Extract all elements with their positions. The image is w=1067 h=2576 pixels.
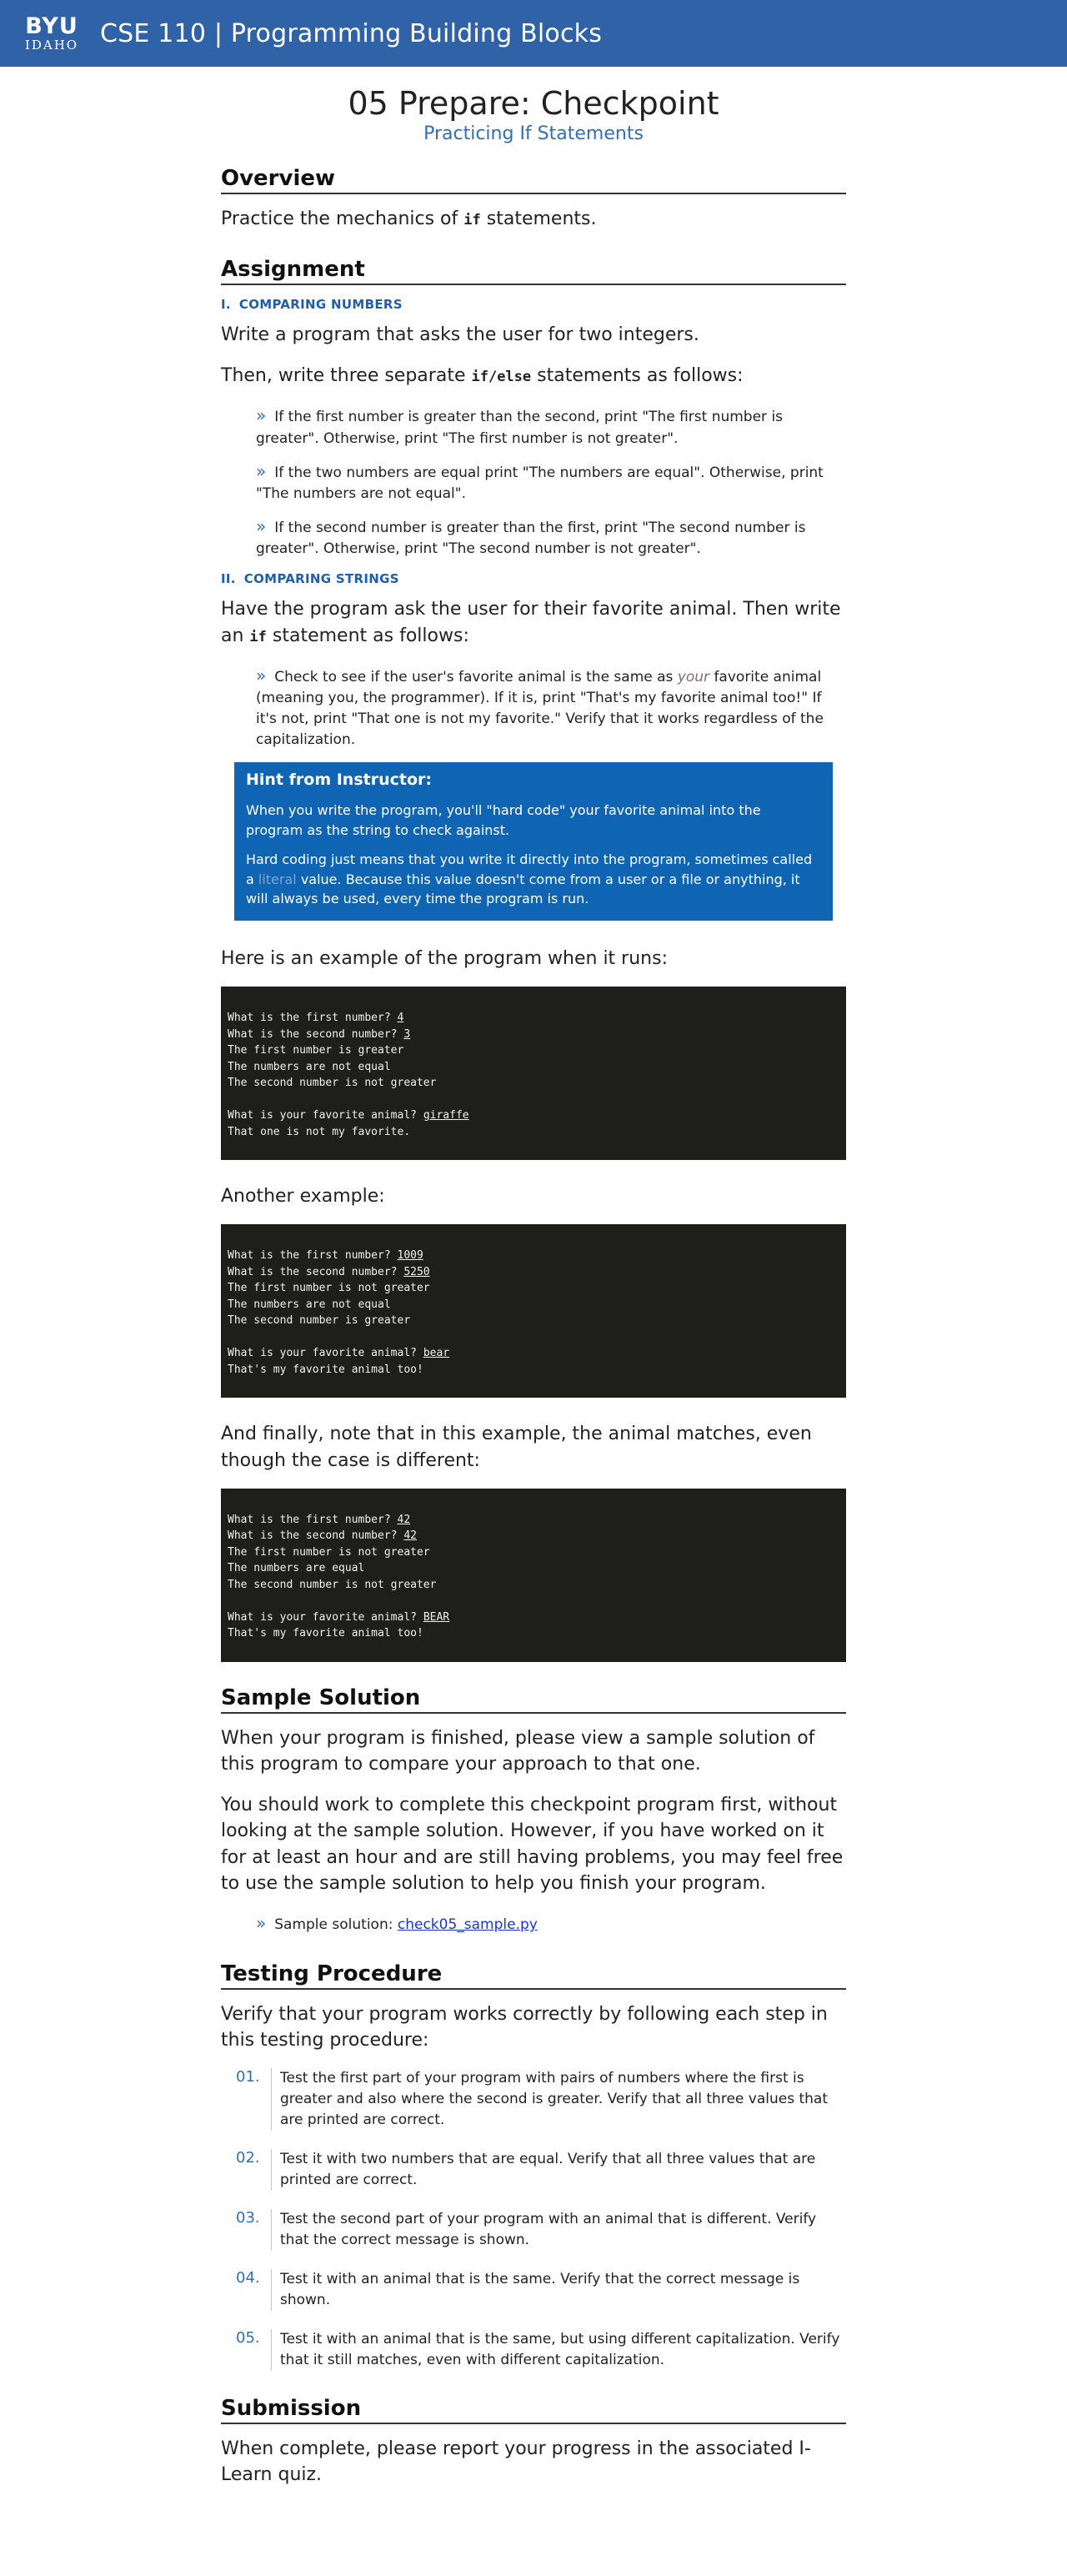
chevron-right-icon: »	[256, 460, 267, 481]
step-number: 03.	[236, 2208, 260, 2227]
list-item	[236, 2209, 846, 2251]
console-user-input: 1009	[397, 1249, 423, 1263]
site-title[interactable]: CSE 110 | Programming Building Blocks	[100, 18, 603, 48]
sample-solution-list	[221, 1911, 846, 1936]
list-item	[256, 404, 846, 449]
console-user-input: 3	[403, 1027, 411, 1041]
console-user-input: BEAR	[423, 1610, 450, 1624]
hint-literal-term: literal	[258, 871, 297, 887]
part2-intro-before: Have the program ask the user for their favorite animal. Then write an	[221, 599, 841, 646]
hint-paragraph-2	[246, 850, 819, 909]
page-title: 05 Prepare: Checkpoint	[348, 85, 719, 122]
console-line: The second number is not greater	[228, 1077, 437, 1090]
part1-then-before: Then, write three separate	[221, 365, 472, 387]
sample-solution-section	[221, 1685, 846, 1936]
submission-heading: Submission	[221, 2396, 846, 2424]
bullet-text: If the second number is greater than the first, print "The second number is greater". Otherwise, print "The second number is not greater".	[256, 520, 806, 558]
overview-code: if	[463, 211, 481, 228]
list-item	[256, 515, 846, 560]
console-prompt: What is your favorite animal?	[228, 1610, 423, 1624]
list-item	[236, 2269, 846, 2311]
console-line	[228, 1027, 839, 1043]
console-blank-line	[228, 1593, 839, 1609]
console-line	[228, 1264, 839, 1281]
part2-subhead	[221, 571, 846, 586]
overview-heading: Overview	[221, 166, 846, 194]
step-text: Test it with an animal that is the same. Verify that the correct message is shown.	[271, 2269, 846, 2311]
console-line: The first number is not greater	[228, 1545, 430, 1559]
console-blank-line	[228, 1329, 839, 1346]
console-blank-line	[228, 1092, 839, 1108]
step-number: 02.	[236, 2148, 260, 2167]
step-number: 01.	[236, 2068, 260, 2086]
chevron-right-icon: »	[256, 665, 267, 685]
example3-console	[221, 1489, 846, 1662]
site-header	[0, 0, 1067, 67]
part1-then	[221, 363, 846, 389]
submission-text: When complete, please report your progress in the associated I-Learn quiz.	[221, 2438, 811, 2486]
console-line: That's my favorite animal too!	[228, 1627, 423, 1640]
testing-intro: Verify that your program works correctly by following each step in this testing procedure:	[221, 2003, 828, 2051]
part1-number: I.	[221, 296, 231, 312]
hint-title: Hint from Instructor:	[246, 771, 432, 790]
chevron-right-icon: »	[256, 516, 267, 537]
console-line: The numbers are not equal	[228, 1298, 391, 1311]
console-line: The numbers are not equal	[228, 1060, 391, 1073]
list-item	[256, 1911, 846, 1936]
part1-title: COMPARING NUMBERS	[238, 296, 403, 312]
page-subtitle: Practicing If Statements	[423, 123, 644, 144]
step-text: Test the first part of your program with pairs of numbers where the first is greater and also where the second is greater. Verify that all three values that are printed are correct.	[271, 2068, 846, 2131]
console-prompt: What is the first number?	[228, 1012, 398, 1025]
list-item	[236, 2329, 846, 2371]
testing-steps-list	[221, 2068, 846, 2371]
console-line	[228, 1010, 839, 1027]
logo-bottom-text: IDAHO	[24, 38, 79, 53]
console-line: The first number is greater	[228, 1044, 404, 1057]
hint-paragraph-1: When you write the program, you'll "hard code" your favorite animal into the program as the string to check against.	[246, 802, 761, 838]
console-line: That one is not my favorite.	[228, 1125, 411, 1138]
console-user-input: 5250	[403, 1265, 430, 1278]
part2-intro-after: statement as follows:	[266, 625, 469, 646]
overview-text	[221, 206, 846, 232]
testing-heading: Testing Procedure	[221, 1961, 846, 1990]
console-prompt: What is the second number?	[228, 1529, 404, 1543]
console-line	[228, 1107, 839, 1124]
list-item	[236, 2068, 846, 2131]
step-text: Test the second part of your program with an animal that is different. Verify that the correct message is shown.	[271, 2209, 846, 2251]
example2-console	[221, 1224, 846, 1398]
console-line: That's my favorite animal too!	[228, 1363, 423, 1376]
part2-intro-code: if	[249, 628, 267, 645]
step-number: 05.	[236, 2328, 260, 2347]
console-prompt: What is the second number?	[228, 1265, 404, 1278]
chevron-right-icon: »	[256, 1913, 267, 1934]
console-line: The first number is not greater	[228, 1282, 430, 1295]
part2-bullet-before: Check to see if the user's favorite animal is the same as	[274, 668, 678, 685]
main-content	[221, 67, 846, 2488]
console-user-input: 42	[403, 1529, 417, 1543]
hint-p2-before: Hard coding just means that you write it directly into the program, sometimes called a	[246, 851, 813, 887]
part2-number: II.	[221, 571, 236, 587]
part1-then-after: statements as follows:	[531, 365, 744, 387]
part2-bullet-after: favorite animal (meaning you, the programmer). If it is, print "That's my favorite animal too!" If it's not, print "That one is not my favorite." Verify that it works regardless of the capitalization.	[256, 668, 824, 749]
console-prompt: What is your favorite animal?	[228, 1109, 423, 1122]
sample-solution-p1: When your program is finished, please view a sample solution of this program to compare your approach to that one.	[221, 1727, 815, 1775]
part1-subhead	[221, 297, 846, 312]
part1-then-code: if/else	[471, 369, 532, 386]
console-line: The numbers are equal	[228, 1562, 365, 1575]
console-prompt: What is the first number?	[228, 1249, 398, 1263]
assignment-section	[221, 257, 846, 1662]
overview-text-after: statements.	[480, 208, 597, 229]
part2-bullet-list	[221, 664, 846, 751]
console-line	[228, 1345, 839, 1362]
console-line	[228, 1512, 839, 1529]
overview-text-before: Practice the mechanics of	[221, 208, 464, 229]
list-item	[256, 664, 846, 751]
bullet-text: If the two numbers are equal print "The numbers are equal". Otherwise, print "The numbers are not equal".	[256, 464, 824, 503]
sample-solution-heading: Sample Solution	[221, 1685, 846, 1714]
console-user-input: giraffe	[423, 1109, 469, 1122]
console-line: The second number is not greater	[228, 1578, 437, 1591]
console-line	[228, 1528, 839, 1544]
bullet-text: If the first number is greater than the second, print "The first number is greater". Otherwise, print "The first number is not greater".	[256, 409, 784, 447]
submission-section	[221, 2396, 846, 2488]
console-line	[228, 1248, 839, 1264]
step-text: Test it with an animal that is the same, but using different capitalization. Verify that it still matches, even with different capitalization.	[271, 2329, 846, 2371]
byu-idaho-logo[interactable]	[22, 15, 82, 52]
part1-bullet-list	[221, 404, 846, 560]
assignment-heading: Assignment	[221, 257, 846, 285]
overview-section	[221, 166, 846, 232]
example3-label: And finally, note that in this example, the animal matches, even though the case is different:	[221, 1424, 812, 1471]
list-item	[236, 2149, 846, 2191]
example1-label: Here is an example of the program when it runs:	[221, 947, 668, 969]
part1-intro: Write a program that asks the user for two integers.	[221, 324, 699, 345]
part2-bullet-emphasis: your	[677, 668, 710, 685]
console-user-input: 42	[397, 1513, 411, 1526]
hint-p2-after: value. Because this value doesn't come from a user or a file or anything, it will always be used, every time the program is run.	[246, 871, 800, 907]
console-line: The second number is greater	[228, 1314, 411, 1328]
chevron-right-icon: »	[256, 405, 267, 426]
console-prompt: What is your favorite animal?	[228, 1347, 423, 1360]
list-item	[256, 459, 846, 505]
console-prompt: What is the first number?	[228, 1513, 398, 1526]
console-prompt: What is the second number?	[228, 1027, 404, 1041]
sample-solution-p2: You should work to complete this checkpoint program first, without looking at the sample solution. However, if you have worked on it for at least an hour and are still having problems, you may feel free to use the sample solution to help you finish your program.	[221, 1795, 844, 1894]
instructor-hint-box	[234, 762, 833, 921]
testing-section	[221, 1961, 846, 2371]
example2-label: Another example:	[221, 1186, 385, 1208]
step-number: 04.	[236, 2268, 260, 2287]
console-user-input: bear	[423, 1347, 450, 1360]
part2-title: COMPARING STRINGS	[243, 571, 399, 587]
logo-top-text: BYU	[25, 13, 78, 39]
part2-intro	[221, 596, 846, 648]
example1-console	[221, 987, 846, 1160]
console-user-input: 4	[397, 1012, 404, 1025]
step-text: Test it with two numbers that are equal. Verify that all three values that are printed are correct.	[271, 2149, 846, 2191]
sample-solution-link[interactable]: check05_sample.py	[397, 1916, 538, 1934]
sample-solution-link-prefix: Sample solution:	[274, 1916, 398, 1934]
console-line	[228, 1609, 839, 1626]
